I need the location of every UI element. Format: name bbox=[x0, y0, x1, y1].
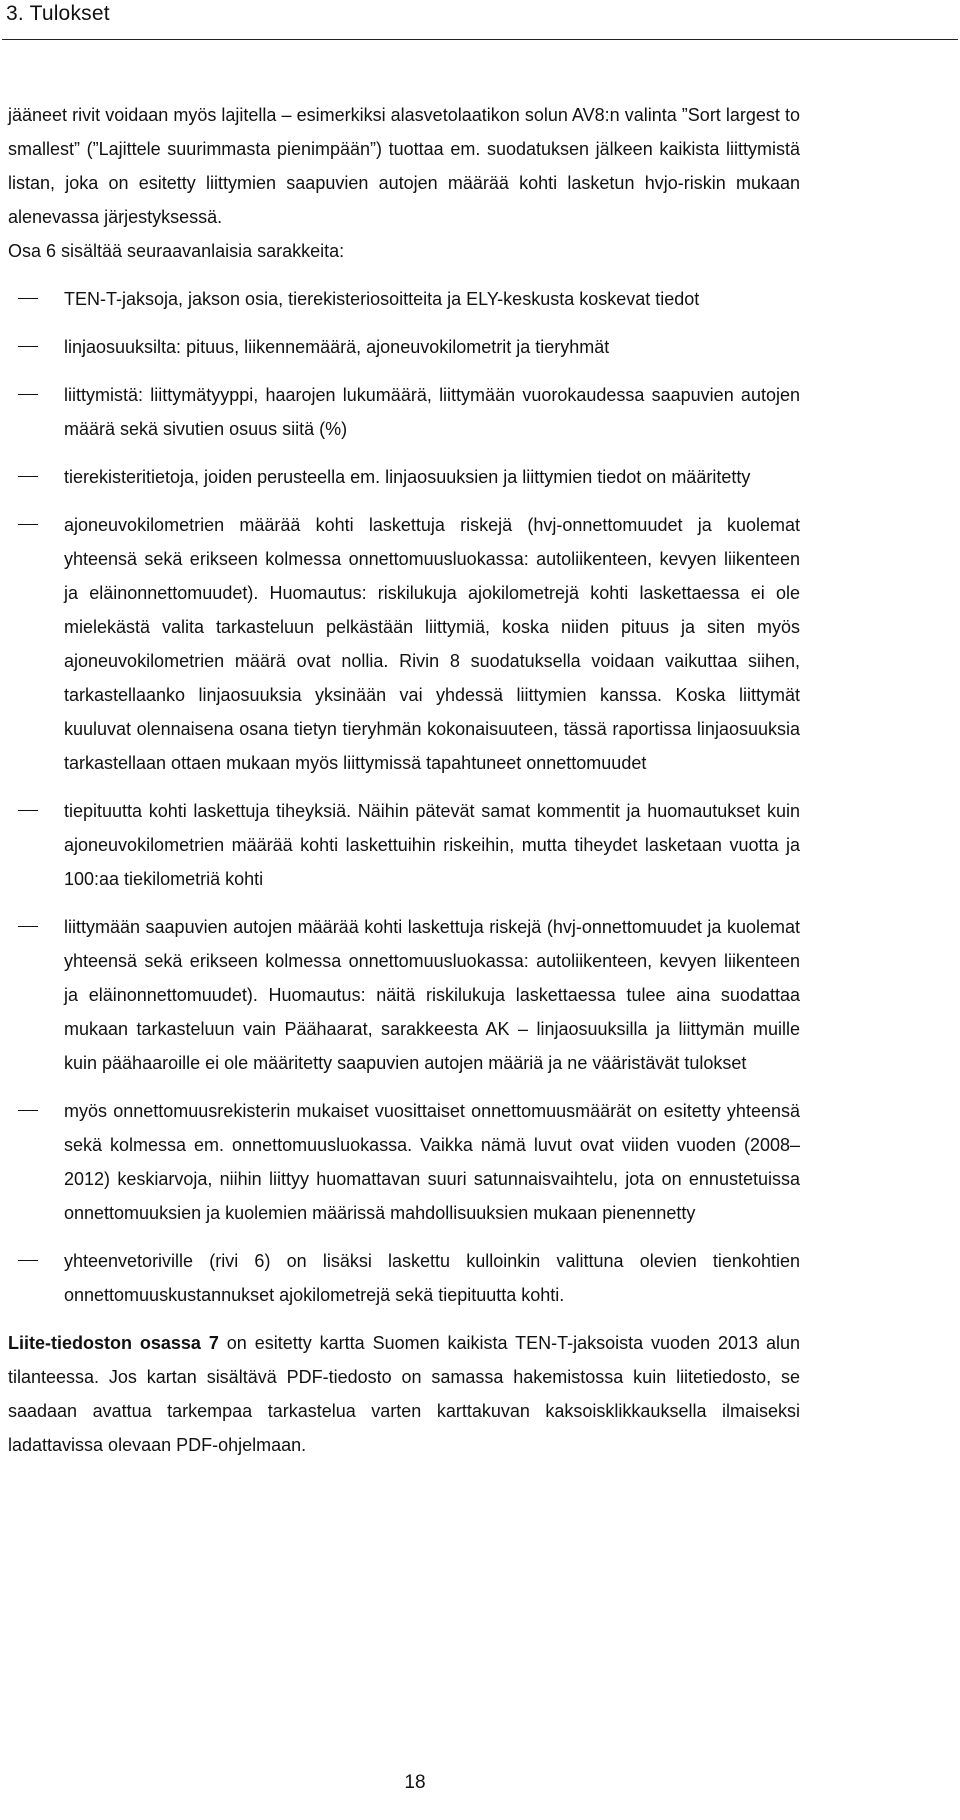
list-item bbox=[8, 794, 800, 896]
list-item bbox=[8, 378, 800, 446]
closing-paragraph bbox=[8, 1326, 800, 1462]
list-item-text: TEN-T-jaksoja, jakson osia, tierekisteriosoitteita ja ELY-keskusta koskevat tiedot bbox=[64, 289, 700, 309]
list-item bbox=[8, 1094, 800, 1230]
intro-paragraph bbox=[8, 98, 800, 268]
list-item bbox=[8, 910, 800, 1080]
intro-text-1: jääneet rivit voidaan myös lajitella – esimerkiksi alasvetolaatikon solun AV8:n valinta ”Sort largest to smallest” (”Lajittele suurimmasta pienimpään”) tuottaa em. suodatuksen jälkeen kaikista liittymistä listan, joka on esitetty liittymien saapuvien autojen määrää kohti lasketun hvjo-riskin mukaan alenevassa järjestyksessä. bbox=[8, 105, 800, 227]
page-number: 18 bbox=[404, 1772, 426, 1793]
dash-bullet-icon bbox=[18, 1260, 38, 1261]
dash-bullet-icon bbox=[18, 394, 38, 395]
dash-bullet-icon bbox=[18, 476, 38, 477]
list-item bbox=[8, 508, 800, 780]
list-item-text: tiepituutta kohti laskettuja tiheyksiä. Näihin pätevät samat kommentit ja huomautukset kuin ajoneuvokilometrien määrää kohti laskettuihin riskeihin, mutta tiheydet lasketaan vuotta ja 100:aa tiekilometriä kohti bbox=[64, 801, 800, 889]
list-item-text: liittymistä: liittymätyyppi, haarojen lukumäärä, liittymään vuorokaudessa saapuvien autojen määrä sekä sivutien osuus siitä (%) bbox=[64, 385, 800, 439]
intro-text-2: Osa 6 sisältää seuraavanlaisia sarakkeita: bbox=[8, 241, 345, 261]
page-header bbox=[2, 0, 958, 40]
list-item bbox=[8, 282, 800, 316]
header-divider bbox=[2, 39, 958, 40]
list-item-text: tierekisteritietoja, joiden perusteella em. linjaosuuksien ja liittymien tiedot on määritetty bbox=[64, 467, 751, 487]
closing-bold-lead: Liite-tiedoston osassa 7 bbox=[8, 1333, 219, 1353]
closing-text: on esitetty kartta Suomen kaikista TEN-T-jaksoista vuoden 2013 alun tilanteessa. Jos kartan sisältävä PDF-tiedosto on samassa hakemistossa kuin liitetiedosto, se saadaan avattua tarkempaa tarkastelua varten karttakuvan kaksoisklikkauksella ilmaiseksi ladattavissa olevaan PDF-ohjelmaan. bbox=[8, 1333, 800, 1455]
list-item-text: ajoneuvokilometrien määrää kohti laskettuja riskejä (hvj-onnettomuudet ja kuolemat yhteensä sekä erikseen kolmessa onnettomuusluokassa: autoliikenteen, kevyen liikenteen ja eläinonnettomuudet). Huomautus: riskilukuja ajokilometrejä kohti laskettaessa ei ole mielekästä valita tarkasteluun pelkästään liittymiä, koska niiden pituus ja siten myös ajoneuvokilometrien määrä ovat nollia. Rivin 8 suodatuksella voidaan vaikuttaa siihen, tarkastellaanko linjaosuuksia yksinään vai yhdessä liittymien kanssa. Koska liittymät kuuluvat olennaisena osana tietyn tieryhmän kokonaisuuteen, tässä raportissa linjaosuuksia tarkastellaan ottaen mukaan myös liittymissä tapahtuneet onnettomuudet bbox=[64, 515, 800, 773]
list-item-text: yhteenvetoriville (rivi 6) on lisäksi laskettu kulloinkin valittuna olevien tienkohtien onnettomuuskustannukset ajokilometrejä sekä tiepituutta kohti. bbox=[64, 1251, 800, 1305]
dash-bullet-icon bbox=[18, 298, 38, 299]
list-item bbox=[8, 1244, 800, 1312]
list-item bbox=[8, 330, 800, 364]
dash-bullet-icon bbox=[18, 926, 38, 927]
dash-bullet-icon bbox=[18, 1110, 38, 1111]
column-list bbox=[8, 282, 800, 1312]
dash-bullet-icon bbox=[18, 346, 38, 347]
list-item-text: liittymään saapuvien autojen määrää kohti laskettuja riskejä (hvj-onnettomuudet ja kuolemat yhteensä sekä erikseen kolmessa onnettomuusluokassa: autoliikenteen, kevyen liikenteen ja eläinonnettomuudet). Huomautus: näitä riskilukuja laskettaessa tulee aina suodattaa mukaan tarkasteluun vain Päähaarat, sarakkeesta AK – linjaosuuksilla ja liittymän muille kuin päähaaroille ei ole määritetty saapuvien autojen määriä ja ne vääristävät tulokset bbox=[64, 917, 800, 1073]
list-item bbox=[8, 460, 800, 494]
section-title: 3. Tulokset bbox=[6, 2, 110, 25]
list-item-text: linjaosuuksilta: pituus, liikennemäärä, ajoneuvokilometrit ja tieryhmät bbox=[64, 337, 610, 357]
dash-bullet-icon bbox=[18, 524, 38, 525]
list-item-text: myös onnettomuusrekisterin mukaiset vuosittaiset onnettomuusmäärät on esitetty yhteensä sekä kolmessa em. onnettomuusluokassa. Vaikka nämä luvut ovat viiden vuoden (2008–2012) keskiarvoja, niihin liittyy huomattavan suuri satunnaisvaihtelu, jota on ennustetuissa onnettomuuksien ja kuolemien määrissä mahdollisuuksien mukaan pienennetty bbox=[64, 1101, 800, 1223]
document-body bbox=[8, 98, 800, 1462]
dash-bullet-icon bbox=[18, 810, 38, 811]
